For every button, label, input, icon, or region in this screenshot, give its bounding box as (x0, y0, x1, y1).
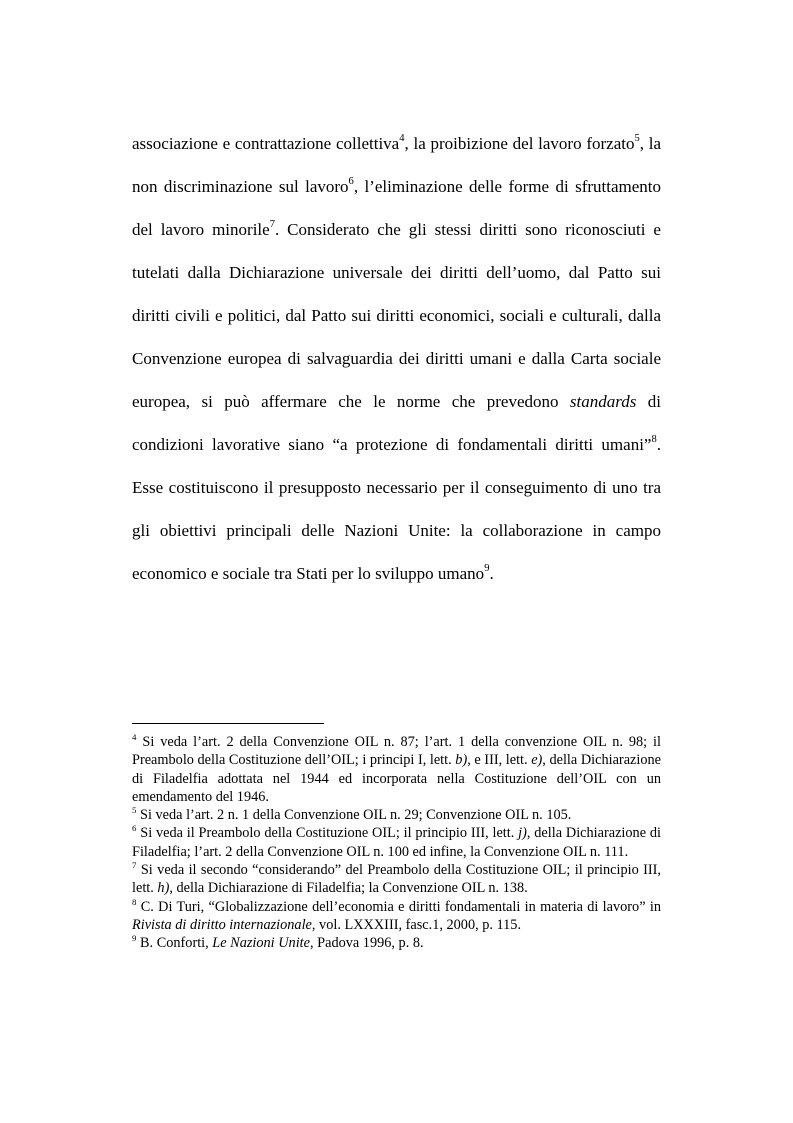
footnote-number: 5 (132, 805, 137, 816)
footnote-italic: j) (518, 825, 527, 842)
footnote-ref-8[interactable]: 8 (651, 434, 657, 446)
footnote-text: Si veda l’art. 2 della Convenzione OIL n. 87; l’art. 1 della convenzione OIL n. 98; il Preambolo della Costituzione dell’OIL; i principi I, lett. (132, 734, 661, 769)
footnote-text: , vol. LXXXIII, fasc.1, 2000, p. 115. (311, 916, 522, 933)
footnote-number: 9 (132, 933, 137, 944)
footnote-ref-4[interactable]: 4 (399, 133, 405, 145)
emphasis-standards: standards (569, 392, 637, 411)
footnote-6 (132, 824, 661, 861)
footnote-text: Si veda l’art. 2 n. 1 della Convenzione OIL n. 29; Convenzione OIL n. 105. (136, 807, 572, 824)
text-run: . (489, 564, 494, 583)
text-run: , la proibizione del lavoro forzato (404, 134, 635, 153)
text-run: associazione e contrattazione collettiva (132, 134, 400, 153)
footnote-text: , della Dichiarazione di Filadelfia adottata nel 1944 ed incorporata nella Costituzione dell’OIL con un emendamento del 1946. (132, 752, 662, 805)
text-run: di condizioni lavorative siano “a protezione di fondamentali diritti umani” (132, 392, 661, 454)
footnote-text: B. Conforti, (136, 935, 213, 952)
footnote-text: , della Dichiarazione di Filadelfia; la Convenzione OIL n. 138. (169, 880, 528, 897)
footnote-ref-6[interactable]: 6 (348, 176, 354, 188)
footnote-7 (132, 861, 661, 898)
body-paragraph (132, 122, 661, 595)
footnote-italic: e) (531, 752, 543, 769)
footnote-text: Si veda il Preambolo della Costituzione OIL; il principio III, lett. (136, 825, 519, 842)
footnote-4 (132, 733, 661, 806)
footnote-number: 8 (132, 896, 137, 907)
document-page (132, 0, 661, 1123)
footnote-text: , e III, lett. (467, 752, 532, 769)
footnote-italic: b) (455, 752, 468, 769)
text-run: , la non discriminazione sul lavoro (132, 134, 661, 196)
footnotes (132, 733, 661, 953)
footnote-italic: Rivista di diritto internazionale (132, 916, 312, 933)
footnote-number: 7 (132, 860, 137, 871)
footnote-9 (132, 934, 661, 952)
footnote-text: , Padova 1996, p. 8. (310, 935, 424, 952)
footnote-separator (132, 723, 324, 724)
text-run: , l’eliminazione delle forme di sfruttamento del lavoro minorile (132, 177, 661, 239)
footnote-number: 6 (132, 823, 137, 834)
text-run: . Considerato che gli stessi diritti sono riconosciuti e tutelati dalla Dichiarazione universale dei diritti dell’uomo, dal Patto sui diritti civili e politici, dal Patto sui diritti economici, sociali e culturali, dalla Convenzione europea di salvaguardia dei diritti umani e dalla Carta sociale europea, si può affermare che le norme che prevedono (132, 220, 661, 411)
footnote-ref-5[interactable]: 5 (634, 133, 640, 145)
footnote-italic: Le Nazioni Unite (212, 935, 310, 952)
footnote-text: , della Dichiarazione di Filadelfia; l’art. 2 della Convenzione OIL n. 100 ed infine, la Convenzione OIL n. 111. (132, 825, 661, 860)
footnote-text: C. Di Turi, “Globalizzazione dell’economia e diritti fondamentali in materia di lavoro” in (136, 898, 661, 915)
footnote-5 (132, 806, 661, 824)
footnote-text: Si veda il secondo “considerando” del Preambolo della Costituzione OIL; il principio III, lett. (132, 862, 661, 897)
footnote-8 (132, 898, 661, 935)
footnote-ref-7[interactable]: 7 (269, 219, 275, 231)
footnote-number: 4 (132, 732, 137, 743)
footnote-italic: h) (157, 880, 170, 897)
footnote-ref-9[interactable]: 9 (484, 563, 490, 575)
text-run: . Esse costituiscono il presupposto necessario per il conseguimento di uno tra gli obiettivi principali delle Nazioni Unite: la collaborazione in campo economico e sociale tra Stati per lo sviluppo umano (132, 435, 661, 583)
